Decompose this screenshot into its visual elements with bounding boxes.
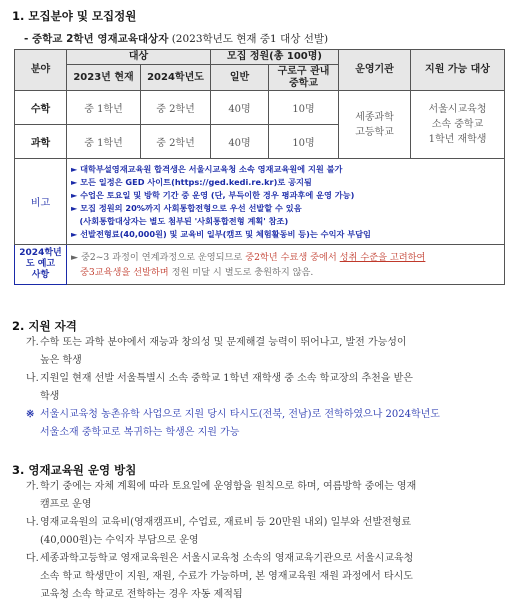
section1-title: 1. 모집분야 및 모집정원 xyxy=(12,9,137,23)
section1-subtitle xyxy=(24,31,328,46)
header-year2023: 2023년 현재 xyxy=(67,65,141,91)
cell-general: 40명 xyxy=(211,91,269,125)
cell-year2024: 중 2학년 xyxy=(141,91,211,125)
notice-row xyxy=(15,245,505,285)
cell-year2023: 중 1학년 xyxy=(67,125,141,159)
header-year2024: 2024학년도 xyxy=(141,65,211,91)
section3-item-ga: 가.학기 중에는 자체 계획에 따라 토요일에 운영함을 원칙으로 하며, 여름방학 중에는 영재 캠프로 운영 xyxy=(26,481,417,510)
remarks-list xyxy=(67,159,505,245)
section2-item-ga: 가.수학 또는 과학 분야에서 재능과 창의성 및 문제해결 능력이 뛰어나고, 발전 가능성이 높은 학생 xyxy=(26,337,407,366)
remark-item: (사회통합대상자는 별도 첨부된 '사회통합전형 계획' 참조) xyxy=(71,215,289,226)
section3-item-da: 다.세종과학고등학교 영재교육원은 서울시교육청 소속의 영재교육기관으로 서울시교육청 소속 학교 학생만이 지원, 재원, 수료가 가능하며, 본 영재교육원 재원 과정에서 타시도 교육청 소속 학교로 전학하는 경우 자동 제적됨 xyxy=(26,553,414,600)
cell-eligible: 서울시교육청 소속 중학교 1학년 재학생 xyxy=(411,91,505,159)
remarks-row xyxy=(15,159,505,245)
header-district: 구로구 관내 중학교 xyxy=(269,65,339,91)
recruitment-table xyxy=(14,49,505,285)
cell-year2024: 중 2학년 xyxy=(141,125,211,159)
cell-year2023: 중 1학년 xyxy=(67,91,141,125)
section3-title: 3. 영재교육원 운영 방침 xyxy=(12,463,137,477)
header-field: 분야 xyxy=(15,50,67,91)
section3-item-na: 나.영재교육원의 교육비(영재캠프비, 수업료, 재료비 등 20만원 내외) 일부와 선발전형료 (40,000원)는 수익자 부담으로 운영 xyxy=(26,517,412,546)
remark-item: ► 선발전형료(40,000원) 및 교육비 일부(캠프 및 체험활동비 등)는 수익자 부담임 xyxy=(71,228,371,239)
subtitle-rest: (2023학년도 현재 중1 대상 선발) xyxy=(168,33,329,45)
section2-note: ※ 서울시교육청 농촌유학 사업으로 지원 당시 타시도(전북, 전남)로 전학하였으나 2024학년도 서울소재 중학교로 복귀하는 학생은 지원 가능 xyxy=(26,409,440,438)
section2-item-na: 나.지원일 현재 선발 서울특별시 소속 중학교 1학년 재학생 중 소속 학교장의 추천을 받은 학생 xyxy=(26,373,413,402)
cell-district: 10명 xyxy=(269,91,339,125)
remark-item: ► 수업은 토요일 및 방학 기간 중 운영 (단, 부득이한 경우 평과후에 운영 가능) xyxy=(71,189,355,200)
section2-title: 2. 지원 자격 xyxy=(12,319,77,333)
header-institution: 운영기관 xyxy=(339,50,411,91)
table-row xyxy=(15,91,505,125)
header-eligible: 지원 가능 대상 xyxy=(411,50,505,91)
cell-institution: 세종과학 고등학교 xyxy=(339,91,411,159)
notice-label: 2024학년 도 예고 사항 xyxy=(15,245,67,285)
header-quota: 모집 정원(총 100명) xyxy=(211,50,339,65)
remark-item: ► 모든 일정은 GED 사이트(https://ged.kedi.re.kr)로 공지됨 xyxy=(71,176,312,187)
remark-item: ► 모집 정원의 20%까지 사회통합전형으로 우선 선발할 수 있음 xyxy=(71,202,302,213)
header-target: 대상 xyxy=(67,50,211,65)
cell-general: 40명 xyxy=(211,125,269,159)
remarks-label: 비고 xyxy=(15,159,67,245)
row-field-science: 과학 xyxy=(15,125,67,159)
row-field-math: 수학 xyxy=(15,91,67,125)
header-general: 일반 xyxy=(211,65,269,91)
cell-district: 10명 xyxy=(269,125,339,159)
subtitle-bold: - 중학교 2학년 영재교육대상자 xyxy=(24,33,169,45)
notice-text: ► 중2~3 과정이 연계과정으로 운영되므로 중2학년 수료생 중에서 성취 수준을 고려하여 중3교육생을 선발하며 정원 미달 시 별도로 충원하지 않음. xyxy=(67,245,505,285)
remark-item: ► 대학부설영재교육원 합격생은 서울시교육청 소속 영재교육원에 지원 불가 xyxy=(71,163,343,174)
